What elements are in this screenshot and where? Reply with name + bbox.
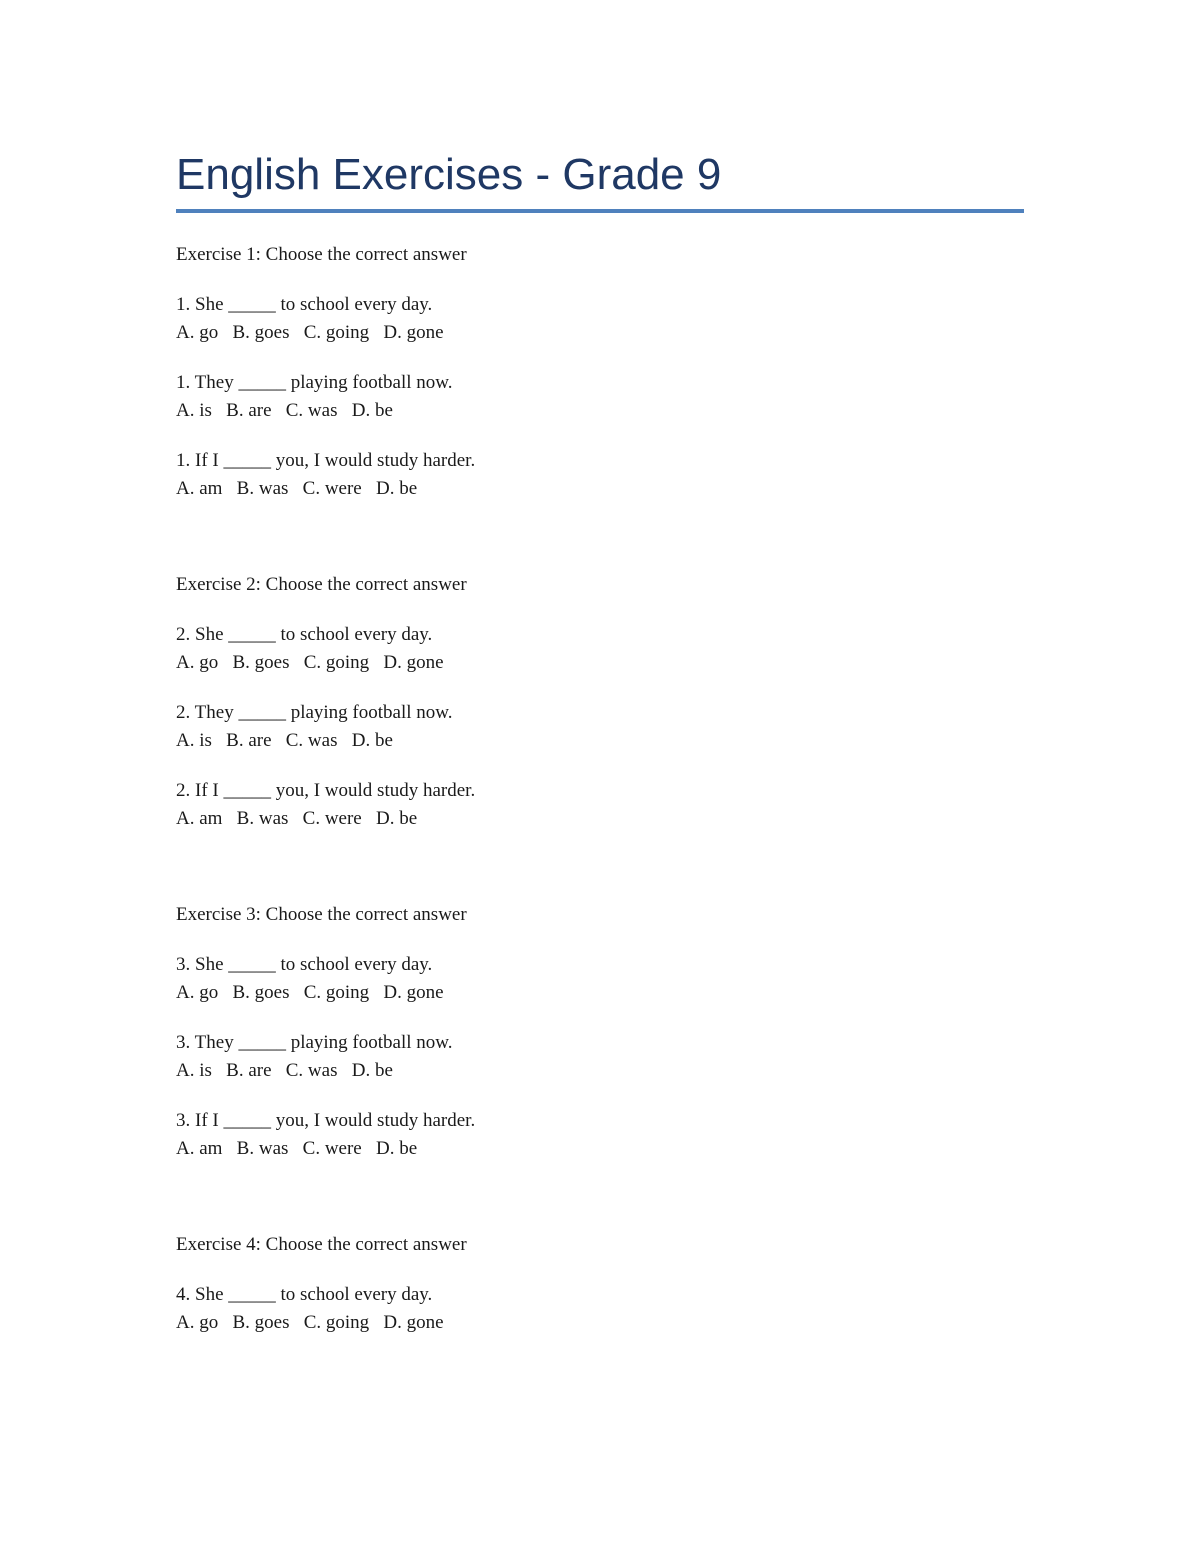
question-text: 2. If I _____ you, I would study harder.	[176, 780, 476, 801]
answer-options: A. is B. are C. was D. be	[176, 400, 393, 421]
question-text: 1. She _____ to school every day.	[176, 294, 433, 315]
question-text: 1. If I _____ you, I would study harder.	[176, 450, 476, 471]
exercise-heading: Exercise 2: Choose the correct answer	[176, 574, 467, 595]
document-title: English Exercises - Grade 9	[176, 150, 722, 199]
title-underline	[176, 209, 1024, 213]
answer-options: A. go B. goes C. going D. gone	[176, 652, 444, 673]
answer-options: A. go B. goes C. going D. gone	[176, 322, 444, 343]
question-text: 3. If I _____ you, I would study harder.	[176, 1110, 476, 1131]
question-text: 4. She _____ to school every day.	[176, 1284, 433, 1305]
question-text: 3. They _____ playing football now.	[176, 1032, 453, 1053]
exercise-heading: Exercise 1: Choose the correct answer	[176, 244, 467, 265]
question-text: 3. She _____ to school every day.	[176, 954, 433, 975]
answer-options: A. go B. goes C. going D. gone	[176, 1312, 444, 1333]
exercise-heading: Exercise 3: Choose the correct answer	[176, 904, 467, 925]
answer-options: A. am B. was C. were D. be	[176, 478, 418, 499]
answer-options: A. am B. was C. were D. be	[176, 1138, 418, 1159]
answer-options: A. go B. goes C. going D. gone	[176, 982, 444, 1003]
answer-options: A. is B. are C. was D. be	[176, 730, 393, 751]
answer-options: A. is B. are C. was D. be	[176, 1060, 393, 1081]
question-text: 1. They _____ playing football now.	[176, 372, 453, 393]
question-text: 2. They _____ playing football now.	[176, 702, 453, 723]
question-text: 2. She _____ to school every day.	[176, 624, 433, 645]
answer-options: A. am B. was C. were D. be	[176, 808, 418, 829]
exercise-heading: Exercise 4: Choose the correct answer	[176, 1234, 467, 1255]
